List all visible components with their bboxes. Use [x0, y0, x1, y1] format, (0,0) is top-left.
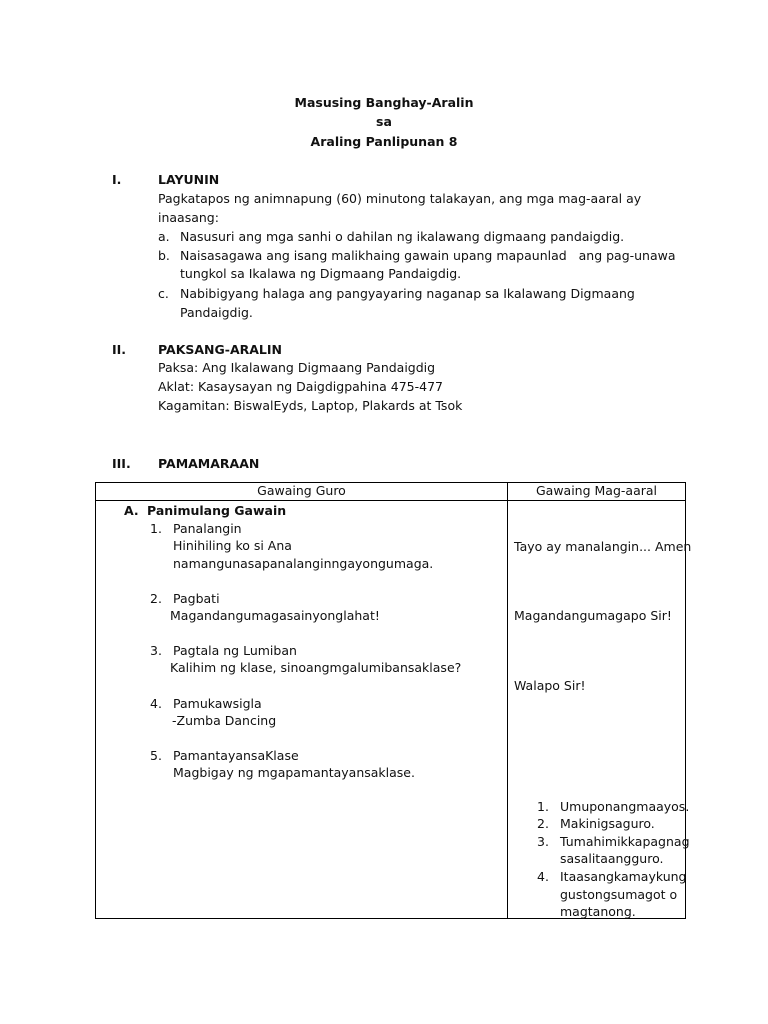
- section-ii-number: II.: [112, 342, 127, 357]
- rule-4-text: Itaasangkamaykung: [560, 869, 687, 884]
- objective-c-text: Nabibigyang halaga ang pangyayaring naganap sa Ikalawang Digmaang: [180, 286, 635, 301]
- student-activity-header: Gawaing Mag-aaral: [508, 483, 686, 501]
- section-i-number: I.: [112, 172, 122, 187]
- step-3-title: Pagtala ng Lumiban: [173, 643, 297, 658]
- rule-1-number: 1.: [537, 799, 549, 814]
- step-2-line1: Magandangumagasainyonglahat!: [170, 608, 380, 623]
- objective-a-letter: a.: [158, 229, 170, 244]
- step-4-title: Pamukawsigla: [173, 696, 262, 711]
- rule-4-text-cont2: magtanong.: [560, 904, 636, 919]
- step-3-line1: Kalihim ng klase, sinoangmgalumibansaklase?: [170, 660, 462, 675]
- rule-1-text: Umuponangmaayos.: [560, 799, 690, 814]
- step-3-number: 3.: [150, 643, 162, 658]
- rule-4-number: 4.: [537, 869, 549, 884]
- student-response-prayer: Tayo ay manalangin... Amen: [514, 539, 692, 554]
- student-response-attendance: Walapo Sir!: [514, 678, 586, 693]
- step-1-line1: Hinihiling ko si Ana: [173, 538, 292, 553]
- document-title-line3: Araling Panlipunan 8: [310, 134, 458, 149]
- step-5-number: 5.: [150, 748, 162, 763]
- section-iii-number: III.: [112, 456, 131, 471]
- objectives-intro-line2: inaasang:: [158, 210, 219, 225]
- student-response-greeting: Magandangumagapo Sir!: [514, 608, 672, 623]
- topic-line: Paksa: Ang Ikalawang Digmaang Pandaigdig: [158, 360, 436, 375]
- step-5-title: PamantayansaKlase: [173, 748, 299, 763]
- rule-3-number: 3.: [537, 834, 549, 849]
- objective-b-text: Naisasagawa ang isang malikhaing gawain upang mapaunlad ang pag-unawa: [180, 248, 676, 263]
- rule-2-text: Makinigsaguro.: [560, 816, 655, 831]
- materials-line: Kagamitan: BiswalEyds, Laptop, Plakards at Tsok: [158, 398, 463, 413]
- objective-a-text: Nasusuri ang mga sanhi o dahilan ng ikalawang digmaang pandaigdig.: [180, 229, 625, 244]
- step-1-number: 1.: [150, 521, 162, 536]
- section-a-title: Panimulang Gawain: [147, 503, 287, 518]
- step-2-number: 2.: [150, 591, 162, 606]
- step-4-line1: -Zumba Dancing: [172, 713, 277, 728]
- document-title-line2: sa: [376, 114, 392, 129]
- rule-3-text: Tumahimikkapagnag: [560, 834, 690, 849]
- step-2-title: Pagbati: [173, 591, 220, 606]
- step-5-line1: Magbigay ng mgapamantayansaklase.: [173, 765, 415, 780]
- rule-4-text-cont1: gustongsumagot o: [560, 887, 678, 902]
- section-a-letter: A.: [124, 503, 139, 518]
- objective-b-text-cont: tungkol sa Ikalawa ng Digmaang Pandaigdig.: [180, 266, 462, 281]
- rule-2-number: 2.: [537, 816, 549, 831]
- teacher-activity-header: Gawaing Guro: [96, 483, 508, 501]
- objectives-intro-line1: Pagkatapos ng animnapung (60) minutong talakayan, ang mga mag-aaral ay: [158, 191, 642, 206]
- step-4-number: 4.: [150, 696, 162, 711]
- objective-c-text-cont: Pandaigdig.: [180, 305, 253, 320]
- document-title-line1: Masusing Banghay-Aralin: [294, 95, 474, 110]
- step-1-line2: namangunasapanalanginngayongumaga.: [173, 556, 434, 571]
- objective-c-letter: c.: [158, 286, 169, 301]
- section-i-heading: LAYUNIN: [158, 172, 220, 187]
- section-ii-heading: PAKSANG-ARALIN: [158, 342, 283, 357]
- objective-b-letter: b.: [158, 248, 170, 263]
- book-line: Aklat: Kasaysayan ng Daigdigpahina 475-477: [158, 379, 443, 394]
- rule-3-text-cont: sasalitaangguro.: [560, 851, 664, 866]
- section-iii-heading: PAMAMARAAN: [158, 456, 260, 471]
- step-1-title: Panalangin: [173, 521, 242, 536]
